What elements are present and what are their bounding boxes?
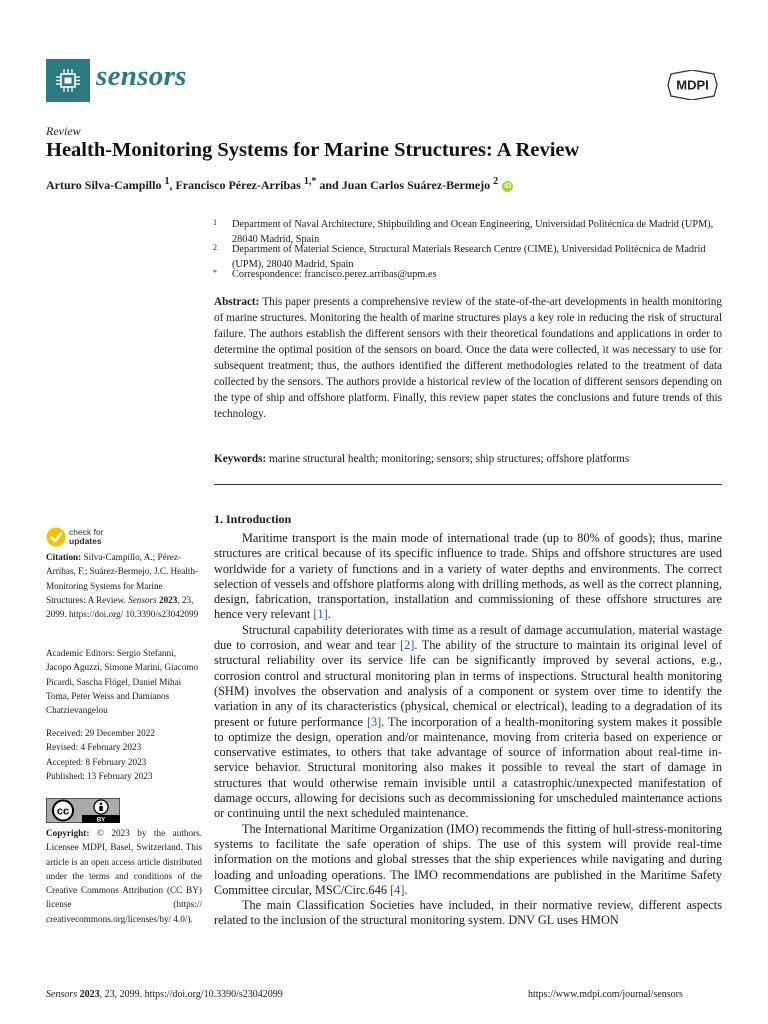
accepted-date: Accepted: 8 February 2023 <box>46 756 147 767</box>
mdpi-logo-icon <box>665 70 720 100</box>
author-name[interactable]: Francisco Pérez-Arribas <box>175 178 301 192</box>
paragraph <box>214 531 722 623</box>
journal-logo[interactable] <box>46 59 90 102</box>
paragraph-text: The main Classification Societies have included, in their normative review, different aspects related to the inclusion of the structural monitoring system. DNV GL uses HMON <box>214 898 722 928</box>
copyright-label: Copyright: <box>46 828 90 838</box>
affiliation-mark: 2 <box>213 243 217 252</box>
citation <box>46 550 202 621</box>
abstract-text: This paper presents a comprehensive review of the state-of-the-art developments in health monitoring of marine structures. Monitoring the health of marine structures plays a key role in reducing the risk of structural failure. The authors establish the different sensors with their theoretical foundations and applications in order to determine the optimal position of the sensors on board. Once the data were collected, it was necessary to use for subsequent treatment; thus, the authors identified the different methodologies related to the treatment of data collected by the sensors. The authors provide a historical review of the location of different sensors depending on the type of ship and offshore platform. Finally, this review paper states the conclusions and future trends of this technology. <box>214 296 722 420</box>
author-name[interactable]: Juan Carlos Suárez-Bermejo <box>341 178 491 192</box>
footer-journal-url[interactable]: https://www.mdpi.com/journal/sensors <box>528 989 683 1000</box>
check-updates-line: updates <box>69 536 102 546</box>
check-for-updates-badge[interactable] <box>46 527 126 549</box>
journal-name[interactable]: sensors <box>96 60 187 92</box>
correspondence <box>213 268 723 283</box>
check-updates-text <box>69 528 104 546</box>
keywords-label: Keywords: <box>214 453 267 465</box>
article-dates <box>46 726 202 783</box>
section-divider <box>214 484 722 485</box>
academic-editors: Academic Editors: Sergio Stefanni, Jacopo Aguzzi, Simone Marini, Giacomo Picardi, Sascha Flögel, Daniel Mihai Toma, Peter Weiss and Damianos Chatzievangelou <box>46 648 199 716</box>
article-type: Review <box>46 124 81 138</box>
orcid-icon[interactable]: iD <box>504 183 512 190</box>
received-date: Received: 29 December 2022 <box>46 728 155 738</box>
citation-doi[interactable]: , 23, 2099. https://doi.org/ 10.3390/s23042099 <box>46 594 199 620</box>
paragraph-text: . <box>404 882 408 897</box>
affiliation-mark: 1 <box>164 176 170 187</box>
section-heading: 1. Introduction <box>214 512 292 526</box>
copyright-text: © 2023 by the authors. Licensee MDPI, Basel, Switzerland. This article is an open access article distributed under the terms and conditions of the Creative Commons Attribution (CC BY) license (https:// creativecommons.org/licenses/by/ 4.0/). <box>46 828 202 924</box>
copyright <box>46 826 202 926</box>
author-list <box>46 176 513 193</box>
published-date: Published: 13 February 2023 <box>46 770 153 781</box>
citation-link[interactable]: [4] <box>390 882 405 897</box>
chip-icon <box>54 67 82 94</box>
citation-link[interactable]: [3] <box>366 714 382 729</box>
check-updates-icon <box>46 527 66 547</box>
footer-journal: Sensors <box>46 989 78 1000</box>
paragraph-text: Maritime transport is the main mode of international trade (up to 80% of goods); thus, marine structures are critical because of its specific influence to trade. Ships and offshore structures are used worldwide for a variety of functions and in a variety of water depths and environments. The correct selection of vessels and offshore platforms along with drilling methods, as well as the correct planning, design, fabrication, transportation, installation and commissioning of these offshore structures are hence very relevant <box>214 531 722 622</box>
cc-label: cc <box>56 805 70 818</box>
introduction-body <box>214 531 722 929</box>
affiliation-text: Department of Material Science, Structural Materials Research Centre (CIME), Universidad Politécnica de Madrid (UPM), 28040 Madrid, Spain <box>232 244 706 270</box>
abstract-label: Abstract: <box>214 296 260 308</box>
footer-doi[interactable]: , 23, 2099. https://doi.org/10.3390/s23042099 <box>99 989 283 1000</box>
affiliation-mark: 1 <box>213 218 217 227</box>
paragraph <box>214 822 722 898</box>
citation-text: Silva-Campillo, A.; Pérez-Arribas, F.; Suárez-Bermejo, J.C. Health-Monitoring Systems for Marine Structures: A Review. <box>46 552 199 605</box>
citation-link[interactable]: [2] <box>400 638 415 653</box>
correspondence-text[interactable]: Correspondence: francisco.perez.arribas@upm.es <box>232 269 437 280</box>
keywords <box>214 451 722 467</box>
correspondence-mark: * <box>213 268 217 277</box>
separator: , <box>169 178 176 192</box>
citation-link[interactable]: [1] <box>313 607 328 622</box>
mdpi-logo[interactable] <box>665 70 720 100</box>
article-title: Health-Monitoring Systems for Marine Structures: A Review <box>46 139 580 161</box>
citation-year: 2023 <box>158 594 178 605</box>
cc-by-icon <box>46 798 120 823</box>
affiliation-mark: 2 <box>493 176 499 187</box>
paragraph <box>214 898 722 929</box>
footer-citation <box>46 989 283 1000</box>
citation-label: Citation: <box>46 552 82 562</box>
affiliation-mark: 1,* <box>303 176 317 187</box>
author-name[interactable]: Arturo Silva-Campillo <box>46 178 162 192</box>
cc-by-license-badge[interactable] <box>46 798 120 823</box>
paragraph-text: The International Maritime Organization (IMO) recommends the fitting of hull-stress-monitoring systems to facilitate the safe operation of ships. The use of this system will provide real-time information on the motions and global stresses that the ship experiences while navigating and during loading and unloading operations. The IMO recommendations are published in the Maritime Safety Committee circular, MSC/Circ.646 <box>214 821 722 897</box>
paragraph-text: . <box>327 607 331 622</box>
abstract <box>214 294 722 422</box>
publisher-label: MDPI <box>676 77 709 93</box>
paragraph <box>214 623 722 822</box>
affiliation-text: Department of Naval Architecture, Shipbuilding and Ocean Engineering, Universidad Politécnica de Madrid (UPM), 28040 Madrid, Spain <box>232 219 714 245</box>
paragraph-text: Structural capability deteriorates with time as a result of damage accumulation, material wastage due to corrosion, and wear and tear <box>214 622 722 653</box>
by-label: BY <box>96 817 106 823</box>
paragraph-text: . The incorporation of a health-monitoring system makes it possible to optimize the design, operation and/or maintenance, moving from criteria based on experience or conservative estimates, to others that take advantage of source of information about real-time in-service behavior. Structural monitoring also makes it possible to reveal the start of damage in structures that would otherwise remain invisible until a catastrophic/unexpected manifestation of damage occurs, allowing for decisions such as decommissioning for unscheduled maintenance actions or continuing until the next scheduled maintenance. <box>214 714 722 821</box>
footer-year: 2023 <box>79 989 100 1000</box>
keywords-text: marine structural health; monitoring; sensors; ship structures; offshore platforms <box>269 453 630 465</box>
conjunction: and <box>319 178 339 192</box>
paragraph-text: . The ability of the structure to maintain its original level of structural reliability over its service life can be significantly improved by several actions, e.g., corrosion control and structural monitoring plan in terms of inspections. Structural health monitoring (SHM) involves the observation and analysis of a component or system over time to identify the variation in any of its characteristics (physical, chemical or electrical), leading to a degradation of its present or future performance <box>214 638 723 729</box>
revised-date: Revised: 4 February 2023 <box>46 742 142 753</box>
check-updates-line: check for <box>69 527 104 537</box>
citation-journal: Sensors <box>128 594 157 605</box>
